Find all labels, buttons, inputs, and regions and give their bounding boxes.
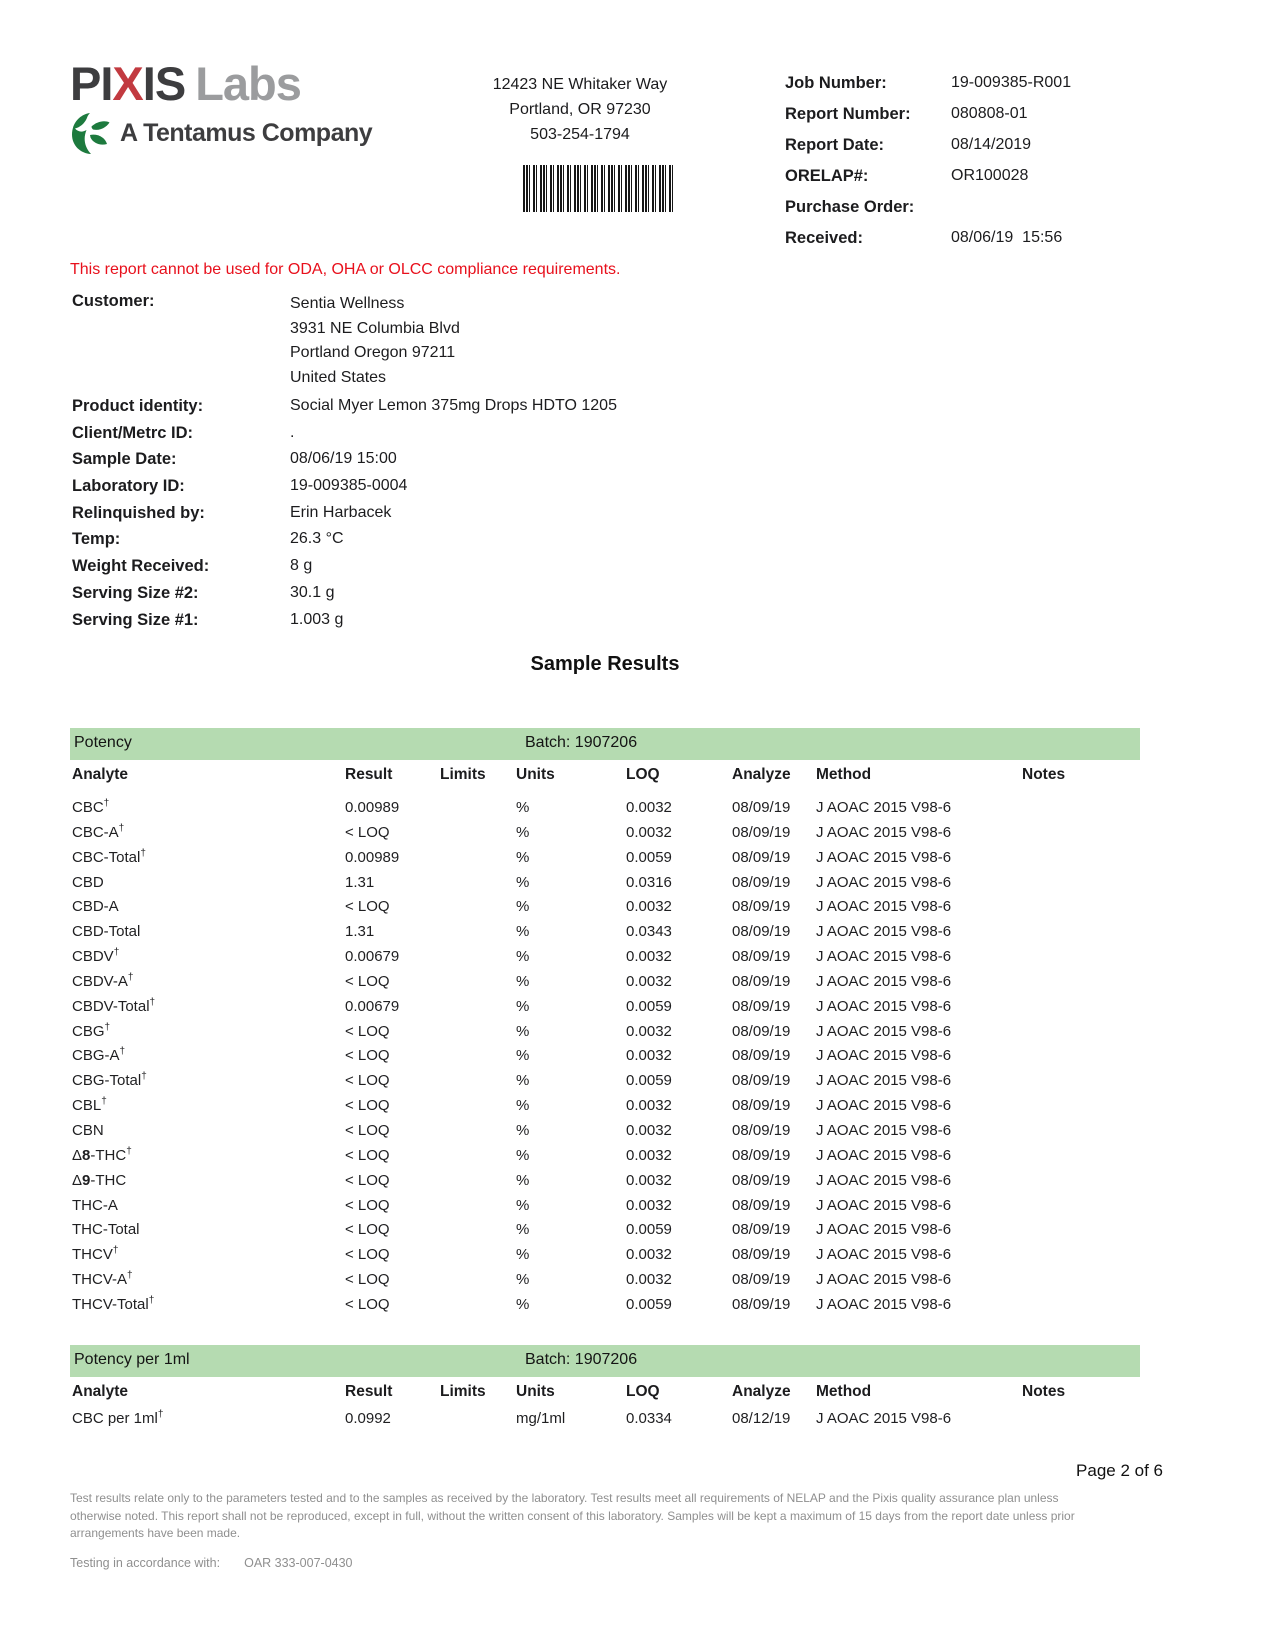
detail-row <box>72 450 617 477</box>
cell-analyte: CBG† <box>72 1021 111 1040</box>
cell-analyte: THCV-A† <box>72 1270 133 1289</box>
cell-loq: 0.0032 <box>626 1146 672 1164</box>
table-row <box>70 1047 1140 1072</box>
cell-analyze: 08/09/19 <box>732 1246 791 1264</box>
potency-section-band <box>70 728 1140 760</box>
report-info-row <box>785 136 1071 167</box>
customer-line: 3931 NE Columbia Blvd <box>290 319 460 337</box>
cell-result: 0.00679 <box>345 948 400 966</box>
brand-wordmark <box>70 57 372 110</box>
cell-loq: 0.0032 <box>626 1271 672 1289</box>
report-info-row <box>785 105 1071 136</box>
cell-units: % <box>516 799 530 816</box>
cell-units: % <box>516 1246 530 1264</box>
cell-loq: 0.0032 <box>626 1246 672 1264</box>
cell-analyte: CBDV-A† <box>72 971 134 990</box>
cell-method: J AOAC 2015 V98-6 <box>816 1410 952 1427</box>
cell-analyze: 08/09/19 <box>732 823 791 841</box>
info-value: 080808-01 <box>951 105 1028 122</box>
detail-row <box>72 584 617 611</box>
cell-result: < LOQ <box>345 1171 390 1189</box>
report-info-row <box>785 167 1071 198</box>
table-row <box>70 1410 1140 1435</box>
info-label: Report Number: <box>785 105 911 123</box>
cell-result: 0.00989 <box>345 799 400 816</box>
brand-text: PI <box>70 57 113 110</box>
cell-analyze: 08/09/19 <box>732 997 791 1015</box>
cell-method: J AOAC 2015 V98-6 <box>816 972 952 990</box>
detail-label: Product identity: <box>72 397 204 415</box>
cell-result: 0.00679 <box>345 997 400 1015</box>
table-row <box>70 998 1140 1023</box>
report-info <box>785 74 1071 260</box>
cell-method: J AOAC 2015 V98-6 <box>816 1295 952 1313</box>
cell-loq: 0.0032 <box>626 1121 672 1139</box>
detail-row <box>72 504 617 531</box>
report-info-row <box>785 198 1071 229</box>
cell-method: J AOAC 2015 V98-6 <box>816 1097 952 1115</box>
cell-result: < LOQ <box>345 1196 390 1214</box>
table-row <box>70 923 1140 948</box>
cell-method: J AOAC 2015 V98-6 <box>816 848 952 866</box>
customer-lines <box>290 292 460 390</box>
cell-analyte: CBN <box>72 1121 104 1139</box>
cell-analyte: CBD-Total <box>72 923 141 941</box>
info-value: OR100028 <box>951 167 1029 184</box>
cell-analyze: 08/09/19 <box>732 1146 791 1164</box>
cell-units: % <box>516 1072 530 1090</box>
sample-details <box>72 397 617 637</box>
detail-row <box>72 424 617 451</box>
cell-result: < LOQ <box>345 1022 390 1040</box>
table-row <box>70 1147 1140 1172</box>
cell-loq: 0.0032 <box>626 823 672 841</box>
cell-loq: 0.0032 <box>626 799 672 816</box>
cell-result: < LOQ <box>345 1072 390 1090</box>
cell-loq: 0.0032 <box>626 1097 672 1115</box>
cell-analyte: CBD <box>72 873 104 891</box>
column-header-analyte: Analyte <box>72 766 128 783</box>
cell-analyze: 08/09/19 <box>732 1022 791 1040</box>
section-title: Potency <box>74 734 132 751</box>
cell-analyze: 08/09/19 <box>732 1072 791 1090</box>
table-row <box>70 1296 1140 1321</box>
table-row <box>70 1221 1140 1246</box>
cell-units: % <box>516 1146 530 1164</box>
cell-loq: 0.0059 <box>626 1295 672 1313</box>
cell-units: % <box>516 948 530 966</box>
column-header-analyze: Analyze <box>732 766 791 783</box>
cell-loq: 0.0032 <box>626 948 672 966</box>
table-row <box>70 1097 1140 1122</box>
cell-result: 1.31 <box>345 873 375 891</box>
cell-units: % <box>516 1221 530 1239</box>
cell-units: % <box>516 823 530 841</box>
cell-analyze: 08/09/19 <box>732 1271 791 1289</box>
cell-loq: 0.0059 <box>626 1221 672 1239</box>
cell-loq: 0.0059 <box>626 1072 672 1090</box>
table-row <box>70 849 1140 874</box>
table-row <box>70 948 1140 973</box>
cell-loq: 0.0032 <box>626 1047 672 1065</box>
brand-tagline: A Tentamus Company <box>120 119 373 147</box>
info-label: Purchase Order: <box>785 198 915 216</box>
detail-value: 30.1 g <box>290 583 335 601</box>
barcode <box>523 165 673 212</box>
cell-method: J AOAC 2015 V98-6 <box>816 823 952 841</box>
testing-accordance-value: OAR 333-007-0430 <box>244 1556 353 1570</box>
detail-value: 26.3 °C <box>290 530 344 548</box>
cell-analyze: 08/09/19 <box>732 1171 791 1189</box>
brand-tagline-row <box>70 112 372 155</box>
info-value: 08/14/2019 <box>951 136 1032 153</box>
results-title: Sample Results <box>530 653 680 675</box>
potency-table-header <box>70 766 1140 788</box>
info-value: 19-009385-R001 <box>951 74 1072 91</box>
column-header-limits: Limits <box>440 1383 486 1400</box>
detail-row <box>72 397 617 424</box>
cell-result: < LOQ <box>345 1295 390 1313</box>
footer-disclaimer: Test results relate only to the parameters tested and to the samples as received by the laboratory. Test results meet all requirements of NELAP and the Pixis quality assurance plan unless otherwise noted. This report shall not be reproduced, except in full, without the written consent of this laboratory. Samples will be kept a maximum of 15 days from the report date unless prior arrangements have been made. <box>70 1491 1075 1540</box>
cell-method: J AOAC 2015 V98-6 <box>816 923 952 941</box>
column-header-analyte: Analyte <box>72 1383 128 1400</box>
column-header-notes: Notes <box>1022 766 1066 783</box>
table-row <box>70 874 1140 899</box>
page-number: Page 2 of 6 <box>1076 1461 1163 1480</box>
cell-result: < LOQ <box>345 972 390 990</box>
cell-method: J AOAC 2015 V98-6 <box>816 898 952 916</box>
cell-method: J AOAC 2015 V98-6 <box>816 1271 952 1289</box>
lab-address <box>440 72 720 147</box>
table-row <box>70 1122 1140 1147</box>
cell-result: < LOQ <box>345 1047 390 1065</box>
cell-method: J AOAC 2015 V98-6 <box>816 1121 952 1139</box>
detail-value: Social Myer Lemon 375mg Drops HDTO 1205 <box>290 397 617 414</box>
info-label: Received: <box>785 229 863 247</box>
column-header-method: Method <box>816 766 872 783</box>
info-label: Job Number: <box>785 74 887 92</box>
column-header-loq: LOQ <box>626 766 660 783</box>
cell-method: J AOAC 2015 V98-6 <box>816 1196 952 1214</box>
table-row <box>70 1197 1140 1222</box>
cell-analyte: CBDV† <box>72 947 120 966</box>
customer-line: Sentia Wellness <box>290 295 405 312</box>
cell-analyze: 08/09/19 <box>732 1196 791 1214</box>
report-info-row <box>785 74 1071 105</box>
customer-line: Portland Oregon 97211 <box>290 344 456 362</box>
cell-analyte: CBD-A <box>72 898 119 916</box>
column-header-units: Units <box>516 1383 555 1400</box>
cell-analyte: CBG-Total† <box>72 1071 147 1090</box>
detail-label: Relinquished by: <box>72 503 205 522</box>
testing-accordance <box>70 1556 353 1570</box>
cell-analyte: CBDV-Total† <box>72 996 156 1015</box>
table-row <box>70 1246 1140 1271</box>
cell-method: J AOAC 2015 V98-6 <box>816 1146 952 1164</box>
cell-method: J AOAC 2015 V98-6 <box>816 1246 952 1264</box>
cell-analyze: 08/09/19 <box>732 923 791 941</box>
table-row <box>70 1172 1140 1197</box>
cell-method: J AOAC 2015 V98-6 <box>816 799 952 816</box>
cell-loq: 0.0032 <box>626 1196 672 1214</box>
testing-accordance-label: Testing in accordance with: <box>70 1556 221 1570</box>
cell-units: % <box>516 873 530 891</box>
cell-method: J AOAC 2015 V98-6 <box>816 873 952 891</box>
table-row <box>70 1023 1140 1048</box>
tentamus-leaf-icon <box>70 112 111 155</box>
potency-table-rows <box>70 799 1140 1321</box>
cell-analyze: 08/09/19 <box>732 848 791 866</box>
table-row <box>70 898 1140 923</box>
lab-address-line: Portland, OR 97230 <box>509 101 651 118</box>
section-batch: Batch: 1907206 <box>525 1351 638 1368</box>
cell-analyze: 08/09/19 <box>732 898 791 916</box>
detail-label: Client/Metrc ID: <box>72 423 194 442</box>
detail-row <box>72 611 617 638</box>
cell-method: J AOAC 2015 V98-6 <box>816 1221 952 1239</box>
cell-analyte: Δ8-THC† <box>72 1145 132 1164</box>
compliance-notice: This report cannot be used for ODA, OHA or OLCC compliance requirements. <box>70 261 621 278</box>
cell-analyte: THCV† <box>72 1245 119 1264</box>
cell-units: % <box>516 923 530 941</box>
info-label: Report Date: <box>785 136 885 154</box>
cell-result: < LOQ <box>345 1097 390 1115</box>
cell-analyte: CBC-A† <box>72 822 125 841</box>
customer-line: United States <box>290 368 387 386</box>
table-row <box>70 824 1140 849</box>
cell-analyte: CBC-Total† <box>72 847 146 866</box>
cell-result: < LOQ <box>345 1246 390 1264</box>
table-row <box>70 799 1140 824</box>
detail-row <box>72 530 617 557</box>
column-header-units: Units <box>516 766 555 783</box>
info-value: 08/06/19 15:56 <box>951 229 1063 246</box>
table-row <box>70 1072 1140 1097</box>
cell-method: J AOAC 2015 V98-6 <box>816 1022 952 1040</box>
cell-result: < LOQ <box>345 1121 390 1139</box>
detail-label: Temp: <box>72 530 121 549</box>
cell-analyze: 08/09/19 <box>732 873 791 891</box>
cell-loq: 0.0032 <box>626 972 672 990</box>
cell-loq: 0.0334 <box>626 1410 672 1427</box>
cell-loq: 0.0032 <box>626 1022 672 1040</box>
column-header-analyze: Analyze <box>732 1383 791 1400</box>
cell-loq: 0.0343 <box>626 923 672 941</box>
customer-block <box>72 292 460 390</box>
section-title: Potency per 1ml <box>74 1351 190 1368</box>
cell-method: J AOAC 2015 V98-6 <box>816 1072 952 1090</box>
cell-units: % <box>516 997 530 1015</box>
cell-result: < LOQ <box>345 1146 390 1164</box>
detail-row <box>72 477 617 504</box>
column-header-result: Result <box>345 1383 393 1400</box>
detail-value: 19-009385-0004 <box>290 477 408 495</box>
cell-units: % <box>516 1022 530 1040</box>
column-header-notes: Notes <box>1022 1383 1066 1400</box>
cell-result: < LOQ <box>345 1271 390 1289</box>
report-info-row <box>785 229 1071 260</box>
cell-units: % <box>516 1271 530 1289</box>
cell-units: mg/1ml <box>516 1410 566 1427</box>
customer-label: Customer: <box>72 292 155 310</box>
detail-label: Serving Size #1: <box>72 610 199 629</box>
column-header-method: Method <box>816 1383 872 1400</box>
lab-address-line: 12423 NE Whitaker Way <box>492 76 668 93</box>
section-batch: Batch: 1907206 <box>525 734 638 751</box>
cell-units: % <box>516 848 530 866</box>
cell-result: 0.0992 <box>345 1410 391 1427</box>
cell-units: % <box>516 1121 530 1139</box>
column-header-result: Result <box>345 766 393 783</box>
cell-loq: 0.0032 <box>626 1171 672 1189</box>
cell-analyte: Δ9-THC <box>72 1171 127 1189</box>
detail-label: Laboratory ID: <box>72 477 185 496</box>
detail-row <box>72 557 617 584</box>
cell-analyze: 08/09/19 <box>732 972 791 990</box>
table-row <box>70 973 1140 998</box>
detail-value: 08/06/19 15:00 <box>290 450 397 468</box>
cell-analyze: 08/09/19 <box>732 1295 791 1313</box>
lab-address-line: 503-254-1794 <box>530 126 630 143</box>
cell-analyte: CBL† <box>72 1096 107 1115</box>
detail-value: . <box>290 423 295 441</box>
column-header-limits: Limits <box>440 766 486 783</box>
cell-result: 0.00989 <box>345 848 400 866</box>
cell-method: J AOAC 2015 V98-6 <box>816 1047 952 1065</box>
detail-label: Serving Size #2: <box>72 583 199 602</box>
table-row <box>70 1271 1140 1296</box>
potency-per-1ml-table-header <box>70 1383 1140 1405</box>
detail-label: Sample Date: <box>72 450 177 469</box>
info-label: ORELAP#: <box>785 167 869 185</box>
cell-analyte: THCV-Total† <box>72 1294 155 1313</box>
cell-method: J AOAC 2015 V98-6 <box>816 948 952 966</box>
pixis-labs-logo <box>70 57 373 155</box>
cell-loq: 0.0059 <box>626 848 672 866</box>
detail-value: 8 g <box>290 557 313 575</box>
cell-analyte: CBC† <box>72 798 110 816</box>
cell-analyte: THC-Total <box>72 1221 140 1239</box>
cell-units: % <box>516 1097 530 1115</box>
brand-labs-text: Labs <box>195 57 301 110</box>
detail-value: 1.003 g <box>290 610 344 628</box>
cell-loq: 0.0059 <box>626 997 672 1015</box>
cell-method: J AOAC 2015 V98-6 <box>816 1171 952 1189</box>
brand-accent-letter: X <box>112 57 143 110</box>
cell-analyze: 08/12/19 <box>732 1410 791 1427</box>
potency-per-1ml-section-band <box>70 1345 1140 1377</box>
potency-per-1ml-table-rows <box>70 1410 1140 1435</box>
brand-text-2: IS <box>142 57 186 110</box>
cell-result: < LOQ <box>345 898 390 916</box>
cell-analyze: 08/09/19 <box>732 948 791 966</box>
cell-loq: 0.0032 <box>626 898 672 916</box>
cell-units: % <box>516 1047 530 1065</box>
cell-units: % <box>516 972 530 990</box>
cell-units: % <box>516 1196 530 1214</box>
cell-result: < LOQ <box>345 823 390 841</box>
cell-analyte: CBC per 1ml† <box>72 1409 164 1427</box>
cell-analyze: 08/09/19 <box>732 1121 791 1139</box>
cell-analyze: 08/09/19 <box>732 1047 791 1065</box>
detail-value: Erin Harbacek <box>290 503 392 521</box>
cell-units: % <box>516 1295 530 1313</box>
cell-analyte: THC-A <box>72 1196 118 1214</box>
detail-label: Weight Received: <box>72 557 210 576</box>
cell-result: < LOQ <box>345 1221 390 1239</box>
cell-units: % <box>516 898 530 916</box>
cell-analyze: 08/09/19 <box>732 799 791 816</box>
cell-analyte: CBG-A† <box>72 1046 126 1065</box>
cell-loq: 0.0316 <box>626 873 672 891</box>
cell-analyze: 08/09/19 <box>732 1097 791 1115</box>
column-header-loq: LOQ <box>626 1383 660 1400</box>
cell-result: 1.31 <box>345 923 375 941</box>
cell-method: J AOAC 2015 V98-6 <box>816 997 952 1015</box>
cell-analyze: 08/09/19 <box>732 1221 791 1239</box>
cell-units: % <box>516 1171 530 1189</box>
